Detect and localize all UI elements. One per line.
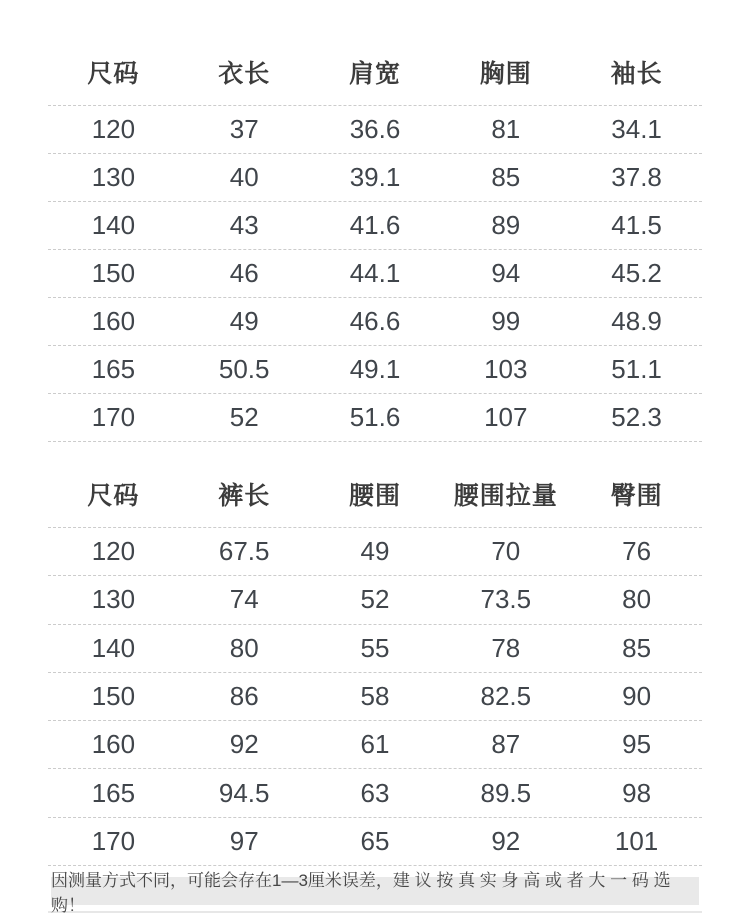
table-cell: 89.5 — [480, 777, 532, 808]
table-row — [48, 346, 702, 394]
column-header: 臀围 — [610, 481, 663, 510]
table-cell: 140 — [91, 632, 136, 663]
table-cell: 150 — [91, 681, 136, 712]
table-row — [48, 625, 702, 673]
table-row — [48, 721, 702, 769]
table-cell: 130 — [91, 584, 136, 615]
table-cell: 52 — [360, 584, 390, 615]
column-header: 裤长 — [218, 481, 271, 510]
column-header: 尺码 — [87, 59, 140, 88]
table-cell: 87 — [491, 729, 521, 760]
table-cell: 86 — [229, 681, 259, 712]
column-header: 腰围拉量 — [453, 481, 558, 510]
table-cell: 165 — [91, 354, 136, 384]
table-cell: 95 — [622, 729, 652, 760]
table-cell: 101 — [614, 825, 659, 856]
table-row — [48, 250, 702, 298]
table-cell: 97 — [229, 825, 259, 856]
table-cell: 67.5 — [218, 536, 270, 567]
table-row — [48, 394, 702, 442]
table-row — [48, 818, 702, 866]
column-header: 衣长 — [218, 59, 271, 88]
table-cell: 107 — [484, 402, 528, 432]
table-row — [48, 298, 702, 346]
table-cell: 89 — [491, 210, 521, 240]
table-cell: 37 — [229, 114, 259, 144]
table-cell: 36.6 — [349, 114, 401, 144]
table-cell: 48.9 — [611, 306, 662, 336]
header-row — [48, 38, 702, 106]
table-cell: 43 — [229, 210, 259, 240]
tops-size-table — [48, 38, 702, 442]
table-cell: 52.3 — [611, 402, 662, 432]
table-cell: 51.6 — [349, 402, 401, 432]
table-row — [48, 106, 702, 154]
column-header: 尺码 — [87, 481, 140, 510]
table-cell: 49.1 — [349, 354, 401, 384]
table-cell: 81 — [491, 114, 521, 144]
table-cell: 120 — [91, 536, 136, 567]
table-cell: 74 — [229, 584, 259, 615]
table-cell: 45.2 — [611, 258, 662, 288]
table-cell: 99 — [491, 306, 521, 336]
table-cell: 51.1 — [611, 354, 662, 384]
table-cell: 61 — [360, 729, 390, 760]
table-cell: 85 — [622, 632, 652, 663]
table-cell: 70 — [491, 536, 521, 567]
table-cell: 41.6 — [349, 210, 401, 240]
table-cell: 40 — [229, 162, 259, 192]
table-cell: 160 — [91, 306, 136, 336]
table-cell: 98 — [622, 777, 652, 808]
table-cell: 103 — [484, 354, 528, 384]
table-cell: 82.5 — [480, 681, 532, 712]
column-header: 肩宽 — [348, 59, 401, 88]
table-cell: 160 — [91, 729, 136, 760]
table-cell: 94.5 — [218, 777, 270, 808]
table-cell: 50.5 — [218, 354, 270, 384]
table-cell: 39.1 — [349, 162, 401, 192]
table-cell: 85 — [491, 162, 521, 192]
table-cell: 92 — [491, 825, 521, 856]
table-cell: 34.1 — [611, 114, 662, 144]
table-cell: 55 — [360, 632, 390, 663]
table-cell: 80 — [229, 632, 259, 663]
column-header: 腰围 — [348, 481, 401, 510]
table-cell: 44.1 — [349, 258, 401, 288]
table-cell: 170 — [91, 825, 136, 856]
pants-size-table — [48, 460, 702, 866]
table-cell: 140 — [91, 210, 136, 240]
table-cell: 49 — [360, 536, 390, 567]
table-row — [48, 528, 702, 576]
table-row — [48, 576, 702, 624]
column-header: 袖长 — [610, 59, 663, 88]
table-cell: 150 — [91, 258, 136, 288]
table-cell: 130 — [91, 162, 136, 192]
table-cell: 120 — [91, 114, 136, 144]
table-row — [48, 202, 702, 250]
table-row — [48, 154, 702, 202]
table-cell: 73.5 — [480, 584, 532, 615]
table-cell: 46.6 — [349, 306, 401, 336]
table-cell: 94 — [491, 258, 521, 288]
measurement-note — [51, 871, 699, 915]
table-row — [48, 769, 702, 817]
table-cell: 80 — [622, 584, 652, 615]
measurement-note-text: 因测量方式不同，可能会存在1—3厘米误差，建 议 按 真 实 身 高 或 者 大 一 码 选 购！ — [51, 871, 671, 915]
table-cell: 78 — [491, 632, 521, 663]
table-cell: 41.5 — [611, 210, 662, 240]
table-cell: 37.8 — [611, 162, 662, 192]
table-cell: 170 — [91, 402, 136, 432]
table-row — [48, 673, 702, 721]
header-row — [48, 460, 702, 528]
column-header: 胸围 — [479, 59, 532, 88]
table-cell: 76 — [622, 536, 652, 567]
table-cell: 49 — [229, 306, 259, 336]
table-cell: 92 — [229, 729, 259, 760]
table-cell: 52 — [229, 402, 259, 432]
table-cell: 90 — [622, 681, 652, 712]
table-cell: 165 — [91, 777, 136, 808]
table-cell: 58 — [360, 681, 390, 712]
table-cell: 65 — [360, 825, 390, 856]
table-cell: 63 — [360, 777, 390, 808]
table-cell: 46 — [229, 258, 259, 288]
